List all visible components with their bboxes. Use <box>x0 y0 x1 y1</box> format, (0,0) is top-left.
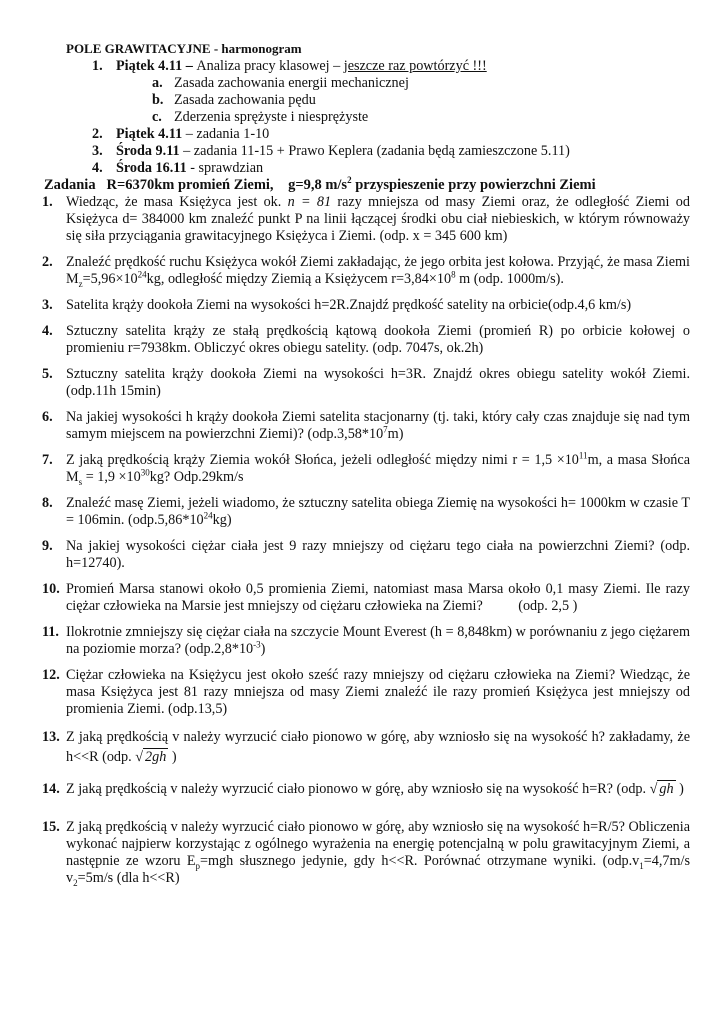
task-text: Znaleźć prędkość ruchu Księżyca wokół Ziemi zakładając, że jego orbita jest kołowa. Przyjąć, że masa Ziemi M <box>66 254 690 287</box>
task-item <box>42 194 690 245</box>
task-text: kg, odległość między Ziemią a Księżycem r=3,84×10 <box>146 271 452 287</box>
task-item <box>42 495 690 529</box>
task-text: m) <box>387 426 404 442</box>
sqrt-radicand: 2gh <box>145 749 167 765</box>
task-number: 7. <box>42 452 53 468</box>
task-item <box>42 538 690 572</box>
tasks-header-label: Zadania <box>44 177 96 193</box>
task-number: 8. <box>42 495 53 511</box>
task-text: =mgh słusznego jedynie, gdy h<<R. Porównać otrzymane wyniki. (odp.v <box>200 853 640 869</box>
task-list <box>42 194 690 887</box>
task-number: 1. <box>42 194 53 210</box>
sqrt-formula: √ gh <box>649 781 674 797</box>
task-sub: z <box>78 278 83 289</box>
task-item <box>42 819 690 887</box>
task-text: m (odp. 1000m/s). <box>455 271 564 287</box>
task-item <box>42 667 690 718</box>
task-math: n = 81 <box>287 194 332 210</box>
schedule-underlined: jeszcze raz powtórzyć !!! <box>343 58 487 74</box>
task-item <box>42 323 690 357</box>
task-sup: 7 <box>383 424 388 435</box>
task-number: 3. <box>42 297 53 313</box>
task-number: 10. <box>42 581 60 597</box>
task-sub: 2 <box>73 877 78 888</box>
task-answer: (odp. 2,5 ) <box>518 598 578 614</box>
sqrt-radicand: gh <box>659 781 674 797</box>
schedule-text: Analiza pracy klasowej – <box>196 58 344 74</box>
task-text: =4,7m/s v <box>66 853 691 886</box>
tasks-header <box>44 177 690 194</box>
task-sub: 1 <box>639 860 644 871</box>
task-number: 13. <box>42 729 60 745</box>
task-text: Znaleźć masę Ziemi, jeżeli wiadomo, że sztuczny satelita obiega Ziemię na wysokości h= 1000km w czasie T = 106min. (odp.5,86*10 <box>66 495 690 528</box>
sub-item <box>152 92 690 109</box>
task-text: Z jaką prędkością v należy wyrzucić ciało pionowo w górę, aby wzniosło się na wysokość h? zakładamy, że h<<R (odp. <box>66 729 690 765</box>
task-item <box>42 409 690 443</box>
schedule-text: - sprawdzian <box>186 160 264 176</box>
schedule-item <box>92 58 690 126</box>
task-text: Z jaką prędkością v należy wyrzucić ciało pionowo w górę, aby wzniosło się na wysokość h=R/5? Obliczenia wykonać najpierw korzystając z ogólnego wyrażenia na energię potencjalną w polu grawitacyjnym Ziemi, a następnie ze wzoru E <box>66 819 690 869</box>
task-text: =5m/s (dla h<<R) <box>77 870 180 886</box>
sub-item <box>152 75 690 92</box>
sub-letter: c. <box>152 109 162 125</box>
tasks-header-g-desc: przyspieszenie przy powierzchni Ziemi <box>351 177 596 193</box>
task-sup: 30 <box>140 467 150 478</box>
task-text: kg) <box>212 512 232 528</box>
schedule-day: Piątek 4.11 <box>116 58 183 74</box>
task-sub: s <box>78 476 83 487</box>
task-item <box>42 727 690 767</box>
task-sup: 11 <box>578 450 588 461</box>
sub-text: Zasada zachowania pędu <box>174 92 316 108</box>
task-item <box>42 581 690 615</box>
sub-letter: a. <box>152 75 163 91</box>
task-text: razy mniejsza od masy Ziemi oraz, że odległość Ziemi od Księżyca d= 384000 km znaleźć punkt P na linii łączącej środki obu ciał niebieskich, w którym równoważy się siła przyciągania grawitacyjnego Księżyca i Ziemi. (odp. x = 345 600 km) <box>66 194 690 244</box>
sub-letter: b. <box>152 92 164 108</box>
task-number: 5. <box>42 366 53 382</box>
schedule-day: Środa 16.11 <box>116 160 187 176</box>
task-text: Z jaką prędkością v należy wyrzucić ciało pionowo w górę, aby wzniosło się na wysokość h=R? (odp. <box>66 781 650 797</box>
task-sub: p <box>195 860 200 871</box>
sub-list <box>116 75 690 126</box>
schedule-item <box>92 143 690 160</box>
task-sup: 8 <box>451 269 456 280</box>
task-text: Sztuczny satelita krąży dookoła Ziemi na wysokości h=3R. Znajdź okres obiegu satelity wokół Ziemi. (odp.11h 15min) <box>66 366 690 399</box>
task-text: ) <box>675 781 684 797</box>
schedule-number: 2. <box>92 126 103 142</box>
task-text: Wiedząc, że masa Księżyca jest ok. <box>66 194 288 210</box>
task-sup: 24 <box>137 269 147 280</box>
sqrt-formula: √ 2gh <box>135 749 167 765</box>
task-item <box>42 452 690 486</box>
task-text: Na jakiej wysokości h krąży dookoła Ziemi satelita stacjonarny (tj. taki, który cały czas znajduje się nad tym samym miejscem na powierzchni Ziemi)? (odp.3,58*10 <box>66 409 690 442</box>
schedule-number: 4. <box>92 160 103 176</box>
task-number: 9. <box>42 538 53 554</box>
schedule-item <box>92 126 690 143</box>
task-sup: 24 <box>203 510 213 521</box>
task-number: 14. <box>42 781 60 797</box>
schedule-text: – zadania 11-15 + Prawo Keplera (zadania będą zamieszczone 5.11) <box>179 143 570 159</box>
schedule-day: Piątek 4.11 <box>116 126 183 142</box>
task-text: kg? Odp.29km/s <box>149 469 244 485</box>
task-number: 6. <box>42 409 53 425</box>
task-number: 4. <box>42 323 53 339</box>
task-text: Z jaką prędkością krąży Ziemia wokół Słońca, jeżeli odległość między nimi r = 1,5 ×10 <box>66 452 579 468</box>
task-number: 11. <box>42 624 59 640</box>
task-text: ) <box>168 749 177 765</box>
sub-text: Zderzenia sprężyste i niesprężyste <box>174 109 369 125</box>
task-number: 15. <box>42 819 60 835</box>
tasks-header-radius: R=6370km promień Ziemi, <box>106 177 274 193</box>
task-text: Promień Marsa stanowi około 0,5 promienia Ziemi, natomiast masa Marsa około 0,1 masy Ziemi. Ile razy ciężar człowieka na Marsie jest mniejszy od ciężaru człowieka na Ziemi? <box>66 581 690 614</box>
tasks-header-g: g=9,8 m/s <box>288 177 348 193</box>
task-item <box>42 297 690 314</box>
page-title: POLE GRAWITACYJNE - harmonogram <box>66 41 302 56</box>
task-item <box>42 254 690 288</box>
schedule-number: 1. <box>92 58 103 74</box>
task-item <box>42 624 690 658</box>
task-number: 12. <box>42 667 60 683</box>
task-text: m, a masa Słońca M <box>66 452 690 485</box>
task-number: 2. <box>42 254 53 270</box>
task-text: Na jakiej wysokości ciężar ciała jest 9 razy mniejszy od ciężaru tego ciała na powierzchni Ziemi? (odp. h=12740). <box>66 538 690 571</box>
task-item <box>42 366 690 400</box>
task-text: Ciężar człowieka na Księżycu jest około sześć razy mniejszy od ciężaru człowieka na Ziemi? Wiedząc, że masa Księżyca jest 81 razy mniejsza od masy Ziemi znaleźć ile razy promień Księżyca jest mniejszy od promienia Ziemi. (odp.13,5) <box>66 667 690 717</box>
task-item <box>42 779 690 799</box>
schedule-number: 3. <box>92 143 103 159</box>
schedule-text: – zadania 1-10 <box>182 126 270 142</box>
task-text: Sztuczny satelita krąży ze stałą prędkością kątową dookoła Ziemi (promień R) po orbicie kołowej o promieniu r=7938km. Obliczyć okres obiegu satelity. (odp. 7047s, ok.2h) <box>66 323 690 356</box>
task-text: = 1,9 ×10 <box>82 469 141 485</box>
schedule-item <box>92 160 690 177</box>
task-text: Satelita krąży dookoła Ziemi na wysokości h=2R.Znajdź prędkość satelity na orbicie(odp.4,6 km/s) <box>66 297 632 313</box>
task-text: =5,96×10 <box>82 271 138 287</box>
task-text: Ilokrotnie zmniejszy się ciężar ciała na szczycie Mount Everest (h = 8,848km) w porównaniu z jego ciężarem na poziomie morza? (odp.2,8*10 <box>66 624 690 657</box>
schedule-list <box>92 58 690 177</box>
tasks-header-g-sup: 2 <box>347 175 352 186</box>
sub-item <box>152 109 690 126</box>
sub-text: Zasada zachowania energii mechanicznej <box>174 75 409 91</box>
schedule-day: Środa 9.11 <box>116 143 180 159</box>
schedule-sep: – <box>182 58 197 74</box>
task-sup: -3 <box>253 639 261 650</box>
task-text: ) <box>260 641 266 657</box>
